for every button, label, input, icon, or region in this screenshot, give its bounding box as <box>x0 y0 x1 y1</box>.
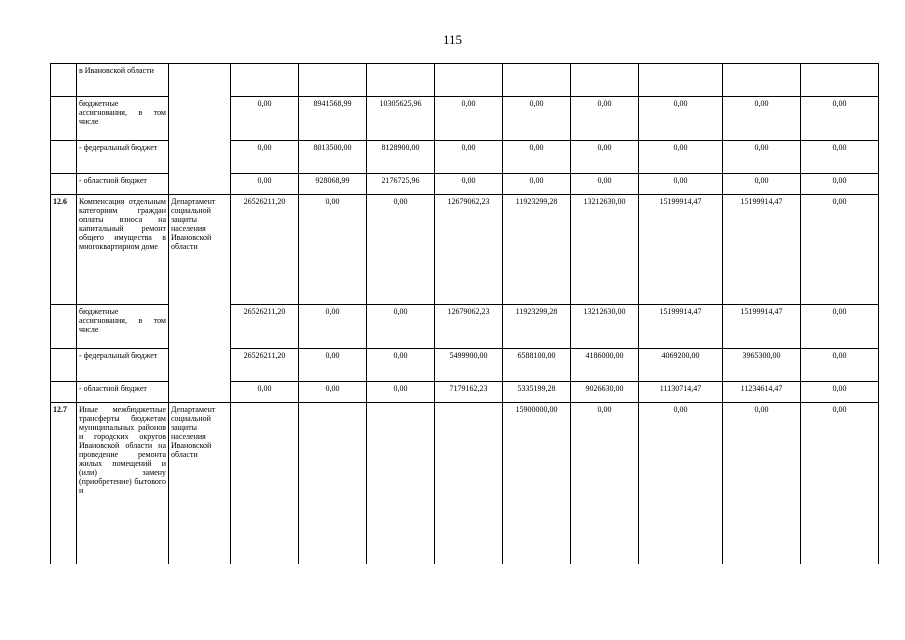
value-cell: 0,00 <box>801 305 879 349</box>
budget-table <box>50 63 879 564</box>
value-cell: 0,00 <box>801 97 879 141</box>
description-cell: - областной бюджет <box>77 174 169 195</box>
value-cell: 12679062,23 <box>435 305 503 349</box>
value-cell: 8128900,00 <box>367 141 435 174</box>
row-number-cell <box>51 141 77 174</box>
description-cell: бюджетные ассигнования, в том числе <box>77 97 169 141</box>
value-cell <box>299 403 367 565</box>
value-cell: 0,00 <box>299 305 367 349</box>
value-cell: 0,00 <box>723 97 801 141</box>
value-cell: 15199914,47 <box>723 305 801 349</box>
value-cell: 4069200,00 <box>639 349 723 382</box>
value-cell <box>723 64 801 97</box>
value-cell: 928068,99 <box>299 174 367 195</box>
value-cell: 0,00 <box>723 141 801 174</box>
value-cell: 0,00 <box>801 195 879 305</box>
value-cell: 0,00 <box>299 195 367 305</box>
value-cell: 13212630,00 <box>571 195 639 305</box>
value-cell: 6588100,00 <box>503 349 571 382</box>
value-cell: 0,00 <box>801 382 879 403</box>
description-cell: в Ивановской области <box>77 64 169 97</box>
value-cell: 0,00 <box>367 195 435 305</box>
value-cell: 0,00 <box>503 174 571 195</box>
value-cell: 0,00 <box>231 97 299 141</box>
value-cell: 0,00 <box>503 141 571 174</box>
value-cell <box>435 403 503 565</box>
value-cell: 0,00 <box>231 382 299 403</box>
value-cell: 0,00 <box>639 174 723 195</box>
value-cell: 15199914,47 <box>639 305 723 349</box>
value-cell: 0,00 <box>367 305 435 349</box>
value-cell: 0,00 <box>571 174 639 195</box>
value-cell <box>639 64 723 97</box>
value-cell: 2176725,96 <box>367 174 435 195</box>
value-cell: 11130714,47 <box>639 382 723 403</box>
value-cell: 0,00 <box>435 174 503 195</box>
row-number-cell <box>51 382 77 403</box>
value-cell: 0,00 <box>435 97 503 141</box>
value-cell: 3965300,00 <box>723 349 801 382</box>
value-cell: 0,00 <box>571 141 639 174</box>
value-cell: 0,00 <box>231 174 299 195</box>
executor-cell: Департамент социальной защиты населения Ивановской области <box>169 403 231 565</box>
value-cell: 7179162,23 <box>435 382 503 403</box>
description-cell: - федеральный бюджет <box>77 141 169 174</box>
value-cell: 4186000,00 <box>571 349 639 382</box>
value-cell: 13212630,00 <box>571 305 639 349</box>
row-number-cell <box>51 305 77 349</box>
executor-cell: Департамент социальной защиты населения Ивановской области <box>169 195 231 403</box>
row-number-cell <box>51 174 77 195</box>
description-cell: бюджетные ассигнования, в том числе <box>77 305 169 349</box>
value-cell: 5335199,28 <box>503 382 571 403</box>
value-cell: 0,00 <box>801 141 879 174</box>
value-cell <box>435 64 503 97</box>
value-cell: 11923299,28 <box>503 195 571 305</box>
table-row <box>51 195 879 305</box>
value-cell: 9026630,00 <box>571 382 639 403</box>
value-cell: 15199914,47 <box>639 195 723 305</box>
table-row <box>51 403 879 565</box>
value-cell <box>571 64 639 97</box>
value-cell: 26526211,20 <box>231 195 299 305</box>
value-cell: 0,00 <box>299 349 367 382</box>
value-cell: 0,00 <box>801 349 879 382</box>
value-cell <box>801 64 879 97</box>
value-cell: 15199914,47 <box>723 195 801 305</box>
table-row <box>51 64 879 97</box>
description-cell: - областной бюджет <box>77 382 169 403</box>
value-cell: 0,00 <box>571 97 639 141</box>
row-number-cell: 12.6 <box>51 195 77 305</box>
row-number-cell <box>51 349 77 382</box>
value-cell: 15900000,00 <box>503 403 571 565</box>
value-cell: 0,00 <box>367 349 435 382</box>
value-cell: 0,00 <box>801 174 879 195</box>
value-cell: 5499900,00 <box>435 349 503 382</box>
row-number-cell <box>51 97 77 141</box>
value-cell: 0,00 <box>435 141 503 174</box>
value-cell: 0,00 <box>571 403 639 565</box>
description-cell: Компенсация отдельным категориям граждан оплаты взноса на капитальный ремонт общего имущества в многоквартирном доме <box>77 195 169 305</box>
value-cell: 0,00 <box>639 403 723 565</box>
value-cell: 0,00 <box>639 97 723 141</box>
value-cell: 12679062,23 <box>435 195 503 305</box>
value-cell: 8013500,00 <box>299 141 367 174</box>
value-cell: 0,00 <box>231 141 299 174</box>
description-cell: Иные межбюджетные трансферты бюджетам муниципальных районов и городских округов Ивановской области на проведение ремонта жилых помещений и (или) замену (приобретение) бытового и <box>77 403 169 565</box>
row-number-cell <box>51 64 77 97</box>
value-cell: 0,00 <box>723 174 801 195</box>
executor-cell <box>169 64 231 195</box>
value-cell: 8941568,99 <box>299 97 367 141</box>
value-cell: 0,00 <box>801 403 879 565</box>
value-cell: 26526211,20 <box>231 305 299 349</box>
value-cell <box>367 64 435 97</box>
value-cell: 11923299,28 <box>503 305 571 349</box>
row-number-cell: 12.7 <box>51 403 77 565</box>
value-cell <box>503 64 571 97</box>
value-cell: 26526211,20 <box>231 349 299 382</box>
value-cell: 0,00 <box>299 382 367 403</box>
value-cell <box>367 403 435 565</box>
description-cell: - федеральный бюджет <box>77 349 169 382</box>
value-cell: 0,00 <box>639 141 723 174</box>
page-number: 115 <box>442 32 463 47</box>
value-cell: 10305625,96 <box>367 97 435 141</box>
value-cell <box>299 64 367 97</box>
value-cell: 0,00 <box>723 403 801 565</box>
value-cell: 0,00 <box>367 382 435 403</box>
value-cell: 0,00 <box>503 97 571 141</box>
value-cell <box>231 64 299 97</box>
value-cell <box>231 403 299 565</box>
value-cell: 11234614,47 <box>723 382 801 403</box>
